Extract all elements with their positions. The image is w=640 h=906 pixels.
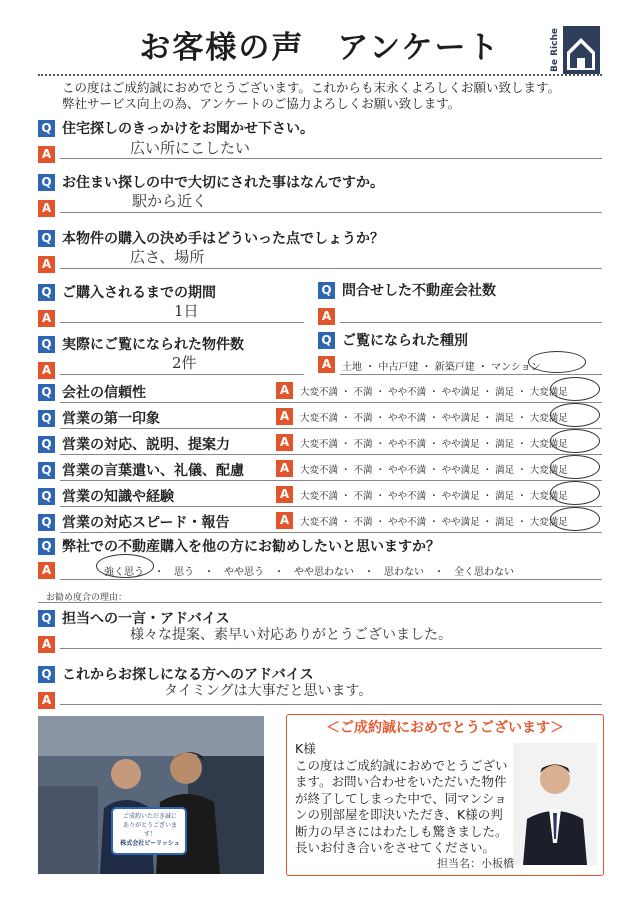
sign-text (118, 812, 182, 848)
reason-line (38, 602, 602, 603)
answer-line (60, 579, 602, 580)
q-badge: Q (38, 462, 55, 479)
answer-line (340, 322, 602, 323)
a-badge: A (38, 362, 55, 379)
a-badge: A (318, 356, 335, 373)
rating-question: 会社の信頼性 (62, 385, 146, 401)
answer-line (60, 374, 304, 375)
q-badge: Q (38, 488, 55, 505)
question-4: ご購入されるまでの期間 (62, 285, 216, 301)
a-badge: A (38, 200, 55, 217)
q-badge: Q (38, 538, 55, 555)
a-badge: A (276, 434, 293, 451)
selected-circle (528, 351, 586, 373)
sign-line-1: ご成約いただき誠に (122, 813, 177, 820)
a-badge: A (38, 692, 55, 709)
selected-circle (550, 507, 600, 531)
q-badge: Q (38, 666, 55, 683)
a-badge: A (276, 382, 293, 399)
intro-line-1: この度はご成約誠におめでとうございます。これからも末永くよろしくお願い致します。 (62, 80, 561, 95)
selected-circle (550, 429, 600, 453)
answer-2: 駅から近く (132, 192, 208, 210)
card-title: ＜ご成約誠におめでとうございます＞ (326, 720, 564, 736)
answer-line (60, 322, 304, 323)
rating-question: 営業の言葉遣い、礼儀、配慮 (62, 463, 244, 479)
answer-line (60, 158, 602, 159)
q-badge: Q (38, 436, 55, 453)
q-badge: Q (38, 120, 55, 137)
rating-scale: 大変不満 ・ 不満 ・ やや不満 ・ やや満足 ・ 満足 ・ 大変満足 (300, 387, 568, 398)
a-badge: A (38, 310, 55, 327)
a-badge: A (38, 562, 55, 579)
rating-question: 営業の知識や経験 (62, 489, 174, 505)
be-riche-logo (550, 26, 600, 74)
selected-circle (550, 403, 600, 427)
q-badge: Q (38, 610, 55, 627)
intro-line-2: 弊社サービス向上の為、アンケートのご協力よろしくお願い致します。 (62, 96, 461, 111)
selected-circle (550, 377, 600, 401)
divider (38, 74, 602, 76)
q-badge: Q (318, 282, 335, 299)
q-badge: Q (38, 410, 55, 427)
page-title: お客様の声 アンケート (139, 30, 501, 66)
a-badge: A (38, 256, 55, 273)
staff-name: 担当名：小板橋 (437, 857, 514, 870)
answer-line (60, 506, 602, 507)
answer-line (60, 268, 602, 269)
selected-circle (550, 455, 600, 479)
answer-3: 広さ、場所 (130, 248, 205, 266)
question-recommend: 弊社での不動産購入を他の方にお勧めしたいと思いますか？ (62, 539, 440, 555)
q-badge: Q (38, 514, 55, 531)
a-badge: A (276, 486, 293, 503)
answer-line (60, 402, 602, 403)
selected-circle (550, 481, 600, 505)
rating-scale: 大変不満 ・ 不満 ・ やや不満 ・ やや満足 ・ 満足 ・ 大変満足 (300, 413, 568, 424)
q-badge: Q (38, 230, 55, 247)
q-badge: Q (38, 284, 55, 301)
type-options: 土地 ・ 中古戸建 ・ 新築戸建 ・ マンション (342, 362, 541, 373)
answer-advice-staff: 様々な提案、素早い対応ありがとうございました。 (130, 627, 452, 643)
rating-scale: 大変不満 ・ 不満 ・ やや不満 ・ やや満足 ・ 満足 ・ 大変満足 (300, 439, 568, 450)
question-1: 住宅探しのきっかけをお聞かせ下さい。 (62, 121, 314, 137)
answer-line (60, 428, 602, 429)
question-advice-staff: 担当への一言・アドバイス (62, 611, 230, 627)
logo-text: Be Riche (550, 28, 560, 72)
question-advice-others: これからお探しになる方へのアドバイス (62, 667, 314, 683)
question-2: お住まい探しの中で大切にされた事はなんですか。 (62, 175, 384, 191)
answer-line (60, 212, 602, 213)
staff-illustration (513, 743, 597, 865)
rating-scale: 大変不満 ・ 不満 ・ やや不満 ・ やや満足 ・ 満足 ・ 大変満足 (300, 465, 568, 476)
rating-scale: 大変不満 ・ 不満 ・ やや不満 ・ やや満足 ・ 満足 ・ 大変満足 (300, 517, 568, 528)
customer-photo (38, 716, 264, 874)
a-badge: A (276, 460, 293, 477)
answer-line (60, 454, 602, 455)
a-badge: A (276, 512, 293, 529)
answer-line (60, 704, 602, 705)
q-badge: Q (318, 332, 335, 349)
answer-advice-others: タイミングは大事だと思います。 (164, 683, 373, 699)
rating-question: 営業の対応、説明、提案力 (62, 437, 230, 453)
question-3: 本物件の購入の決め手はどういった点でしょうか？ (62, 231, 384, 247)
reason-label: お勧め度合の理由： (46, 593, 128, 603)
a-badge: A (276, 408, 293, 425)
a-badge: A (38, 636, 55, 653)
answer-line (60, 532, 602, 533)
rating-scale: 大変不満 ・ 不満 ・ やや不満 ・ やや満足 ・ 満足 ・ 大変満足 (300, 491, 568, 502)
selected-circle (96, 554, 154, 578)
answer-6: 2件 (172, 354, 197, 372)
card-body (295, 741, 509, 857)
answer-line (340, 374, 602, 375)
a-badge: A (38, 146, 55, 163)
customer-name: K様 (295, 741, 316, 756)
sign-company: 株式会社ビーリッシュ (120, 840, 180, 847)
photo-illustration (38, 716, 264, 874)
congrats-card (286, 714, 604, 876)
sign-line-2: ありがとうございます！ (122, 822, 177, 838)
recommend-options: 強く思う ・ 思う ・ やや思う ・ やや思わない ・ 思わない ・ 全く思わない (104, 567, 514, 578)
intro-text (62, 80, 602, 112)
q-badge: Q (38, 336, 55, 353)
question-7: ご覧になられた種別 (342, 333, 468, 349)
answer-1: 広い所にこしたい (130, 139, 251, 157)
question-5: 問合せした不動産会社数 (342, 283, 496, 299)
answer-4: 1日 (174, 302, 199, 320)
rating-question: 営業の対応スピード・報告 (62, 515, 230, 531)
message-body: この度はご成約誠におめでとうございます。お問い合わせをいただいた物件が終了してしまった中で、同マンションの別部屋を即決いただき、K様の判断力の早さにはわたしも驚きました。長いお付き合いをさせてください。 (295, 757, 508, 855)
q-badge: Q (38, 174, 55, 191)
rating-question: 営業の第一印象 (62, 411, 160, 427)
a-badge: A (318, 308, 335, 325)
answer-line (60, 480, 602, 481)
q-badge: Q (38, 384, 55, 401)
answer-line (60, 648, 602, 649)
house-logo-icon (550, 26, 600, 74)
staff-photo (513, 743, 597, 865)
question-6: 実際にご覧になられた物件数 (62, 337, 244, 353)
